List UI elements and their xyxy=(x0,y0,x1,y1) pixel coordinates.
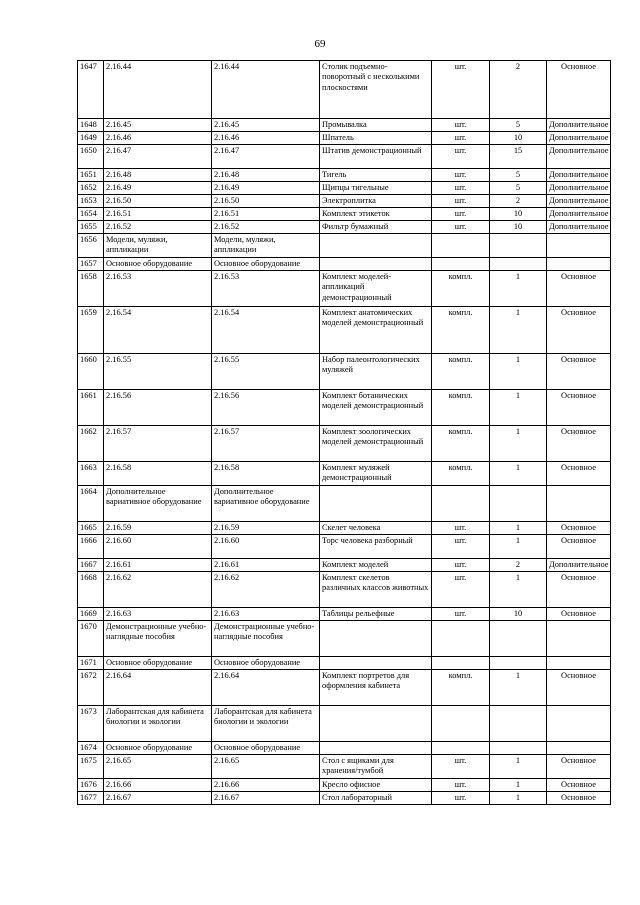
row-number-cell: 1658 xyxy=(78,271,104,307)
code2-cell: 2.16.56 xyxy=(212,390,320,426)
unit-cell: шт. xyxy=(432,755,490,779)
code-cell: 2.16.66 xyxy=(104,779,212,792)
type-cell: Дополнительное xyxy=(547,169,611,182)
quantity-cell xyxy=(490,742,547,755)
table-row xyxy=(78,670,611,706)
code2-cell: Основное оборудование xyxy=(212,657,320,670)
quantity-cell: 1 xyxy=(490,535,547,559)
quantity-cell: 1 xyxy=(490,462,547,486)
type-cell: Дополнительное xyxy=(547,195,611,208)
code2-cell: 2.16.47 xyxy=(212,145,320,169)
code2-cell: 2.16.55 xyxy=(212,354,320,390)
table-row xyxy=(78,169,611,182)
unit-cell: компл. xyxy=(432,426,490,462)
table-row xyxy=(78,132,611,145)
type-cell xyxy=(547,621,611,657)
name-cell: Торс человека разборный xyxy=(320,535,432,559)
code2-cell: 2.16.46 xyxy=(212,132,320,145)
name-cell: Щипцы тигельные xyxy=(320,182,432,195)
name-cell: Комплект муляжей демонстрационный xyxy=(320,462,432,486)
type-cell: Дополнительное xyxy=(547,119,611,132)
table-row xyxy=(78,234,611,258)
code2-cell: 2.16.60 xyxy=(212,535,320,559)
code-cell: Модели, муляжи, аппликации xyxy=(104,234,212,258)
unit-cell: шт. xyxy=(432,132,490,145)
code-cell: 2.16.64 xyxy=(104,670,212,706)
type-cell: Основное xyxy=(547,779,611,792)
code-cell: 2.16.54 xyxy=(104,307,212,354)
quantity-cell xyxy=(490,258,547,271)
row-number-cell: 1654 xyxy=(78,208,104,221)
row-number-cell: 1676 xyxy=(78,779,104,792)
code2-cell: 2.16.64 xyxy=(212,670,320,706)
type-cell xyxy=(547,234,611,258)
table-row xyxy=(78,755,611,779)
code2-cell: 2.16.57 xyxy=(212,426,320,462)
type-cell xyxy=(547,486,611,522)
table-row xyxy=(78,742,611,755)
row-number-cell: 1677 xyxy=(78,792,104,805)
code-cell: 2.16.59 xyxy=(104,522,212,535)
unit-cell xyxy=(432,657,490,670)
name-cell: Столик подъемно-поворотный с несколькими плоскостями xyxy=(320,61,432,119)
quantity-cell: 1 xyxy=(490,390,547,426)
table-row xyxy=(78,572,611,608)
row-number-cell: 1650 xyxy=(78,145,104,169)
table-row xyxy=(78,61,611,119)
quantity-cell: 10 xyxy=(490,221,547,234)
quantity-cell: 1 xyxy=(490,307,547,354)
row-number-cell: 1665 xyxy=(78,522,104,535)
name-cell xyxy=(320,742,432,755)
code-cell: 2.16.45 xyxy=(104,119,212,132)
row-number-cell: 1674 xyxy=(78,742,104,755)
unit-cell: шт. xyxy=(432,522,490,535)
code2-cell: 2.16.49 xyxy=(212,182,320,195)
table-row xyxy=(78,657,611,670)
unit-cell: шт. xyxy=(432,119,490,132)
code2-cell: 2.16.58 xyxy=(212,462,320,486)
quantity-cell: 1 xyxy=(490,522,547,535)
type-cell: Дополнительное xyxy=(547,208,611,221)
unit-cell: шт. xyxy=(432,559,490,572)
code-cell: 2.16.63 xyxy=(104,608,212,621)
name-cell: Набор палеонтологических муляжей xyxy=(320,354,432,390)
table-row xyxy=(78,621,611,657)
name-cell xyxy=(320,706,432,742)
unit-cell: шт. xyxy=(432,779,490,792)
row-number-cell: 1664 xyxy=(78,486,104,522)
row-number-cell: 1651 xyxy=(78,169,104,182)
quantity-cell: 1 xyxy=(490,792,547,805)
type-cell: Основное xyxy=(547,390,611,426)
table-row xyxy=(78,390,611,426)
row-number-cell: 1652 xyxy=(78,182,104,195)
row-number-cell: 1672 xyxy=(78,670,104,706)
unit-cell: компл. xyxy=(432,462,490,486)
name-cell: Комплект моделей xyxy=(320,559,432,572)
row-number-cell: 1666 xyxy=(78,535,104,559)
row-number-cell: 1663 xyxy=(78,462,104,486)
code-cell: 2.16.61 xyxy=(104,559,212,572)
row-number-cell: 1655 xyxy=(78,221,104,234)
code2-cell: 2.16.65 xyxy=(212,755,320,779)
type-cell: Дополнительное xyxy=(547,221,611,234)
quantity-cell: 5 xyxy=(490,182,547,195)
unit-cell: шт. xyxy=(432,792,490,805)
row-number-cell: 1661 xyxy=(78,390,104,426)
quantity-cell: 1 xyxy=(490,572,547,608)
unit-cell: шт. xyxy=(432,572,490,608)
equipment-table xyxy=(77,60,611,805)
unit-cell: шт. xyxy=(432,608,490,621)
quantity-cell xyxy=(490,621,547,657)
row-number-cell: 1662 xyxy=(78,426,104,462)
name-cell xyxy=(320,258,432,271)
code-cell: 2.16.50 xyxy=(104,195,212,208)
unit-cell: компл. xyxy=(432,390,490,426)
row-number-cell: 1656 xyxy=(78,234,104,258)
unit-cell: компл. xyxy=(432,670,490,706)
name-cell: Комплект ботанических моделей демонстрационный xyxy=(320,390,432,426)
type-cell xyxy=(547,706,611,742)
table-row xyxy=(78,462,611,486)
page-number: 69 xyxy=(314,38,326,50)
table-row xyxy=(78,195,611,208)
code2-cell: 2.16.44 xyxy=(212,61,320,119)
code2-cell: Дополнительное вариативное оборудование xyxy=(212,486,320,522)
table-row xyxy=(78,522,611,535)
table-row xyxy=(78,608,611,621)
name-cell: Тигель xyxy=(320,169,432,182)
code-cell: Демонстрационные учебно-наглядные пособия xyxy=(104,621,212,657)
code-cell: 2.16.47 xyxy=(104,145,212,169)
quantity-cell: 1 xyxy=(490,670,547,706)
unit-cell xyxy=(432,706,490,742)
table-row xyxy=(78,307,611,354)
name-cell: Комплект зоологических моделей демонстрационный xyxy=(320,426,432,462)
name-cell: Кресло офисное xyxy=(320,779,432,792)
code2-cell: 2.16.48 xyxy=(212,169,320,182)
unit-cell xyxy=(432,742,490,755)
quantity-cell: 2 xyxy=(490,61,547,119)
row-number-cell: 1649 xyxy=(78,132,104,145)
code2-cell: 2.16.61 xyxy=(212,559,320,572)
unit-cell: шт. xyxy=(432,169,490,182)
name-cell: Комплект анатомических моделей демонстрационный xyxy=(320,307,432,354)
type-cell xyxy=(547,258,611,271)
type-cell: Основное xyxy=(547,535,611,559)
table-row xyxy=(78,182,611,195)
row-number-cell: 1657 xyxy=(78,258,104,271)
unit-cell xyxy=(432,621,490,657)
name-cell: Штатив демонстрационный xyxy=(320,145,432,169)
type-cell: Основное xyxy=(547,608,611,621)
code-cell: 2.16.65 xyxy=(104,755,212,779)
type-cell: Основное xyxy=(547,670,611,706)
table-row xyxy=(78,535,611,559)
code2-cell: 2.16.45 xyxy=(212,119,320,132)
unit-cell: шт. xyxy=(432,195,490,208)
code-cell: 2.16.56 xyxy=(104,390,212,426)
code-cell: 2.16.48 xyxy=(104,169,212,182)
name-cell: Промывалка xyxy=(320,119,432,132)
type-cell: Основное xyxy=(547,426,611,462)
code-cell: 2.16.67 xyxy=(104,792,212,805)
unit-cell: компл. xyxy=(432,354,490,390)
row-number-cell: 1648 xyxy=(78,119,104,132)
quantity-cell: 1 xyxy=(490,779,547,792)
type-cell: Основное xyxy=(547,792,611,805)
name-cell: Комплект моделей-аппликаций демонстрационный xyxy=(320,271,432,307)
type-cell: Дополнительное xyxy=(547,559,611,572)
code2-cell: Модели, муляжи, аппликации xyxy=(212,234,320,258)
quantity-cell: 2 xyxy=(490,559,547,572)
name-cell: Комплект скелетов различных классов животных xyxy=(320,572,432,608)
table-row xyxy=(78,208,611,221)
name-cell xyxy=(320,234,432,258)
name-cell: Электроплитка xyxy=(320,195,432,208)
unit-cell xyxy=(432,486,490,522)
name-cell: Шпатель xyxy=(320,132,432,145)
type-cell xyxy=(547,742,611,755)
name-cell xyxy=(320,486,432,522)
row-number-cell: 1653 xyxy=(78,195,104,208)
code2-cell: 2.16.54 xyxy=(212,307,320,354)
code-cell: Дополнительное вариативное оборудование xyxy=(104,486,212,522)
row-number-cell: 1659 xyxy=(78,307,104,354)
code-cell: Основное оборудование xyxy=(104,742,212,755)
code-cell: 2.16.51 xyxy=(104,208,212,221)
quantity-cell xyxy=(490,657,547,670)
row-number-cell: 1647 xyxy=(78,61,104,119)
name-cell: Фильтр бумажный xyxy=(320,221,432,234)
quantity-cell: 5 xyxy=(490,169,547,182)
code2-cell: 2.16.59 xyxy=(212,522,320,535)
name-cell xyxy=(320,621,432,657)
code-cell: 2.16.57 xyxy=(104,426,212,462)
quantity-cell: 1 xyxy=(490,426,547,462)
code2-cell: 2.16.51 xyxy=(212,208,320,221)
quantity-cell: 2 xyxy=(490,195,547,208)
quantity-cell xyxy=(490,234,547,258)
table-row xyxy=(78,119,611,132)
row-number-cell: 1660 xyxy=(78,354,104,390)
unit-cell: компл. xyxy=(432,271,490,307)
code-cell: Основное оборудование xyxy=(104,258,212,271)
unit-cell: шт. xyxy=(432,182,490,195)
row-number-cell: 1670 xyxy=(78,621,104,657)
code-cell: Основное оборудование xyxy=(104,657,212,670)
code-cell: Лаборантская для кабинета биологии и экологии xyxy=(104,706,212,742)
unit-cell: компл. xyxy=(432,307,490,354)
row-number-cell: 1668 xyxy=(78,572,104,608)
unit-cell xyxy=(432,258,490,271)
type-cell: Основное xyxy=(547,307,611,354)
type-cell: Основное xyxy=(547,755,611,779)
table-row xyxy=(78,426,611,462)
equipment-table-body xyxy=(78,61,611,805)
unit-cell: шт. xyxy=(432,221,490,234)
unit-cell xyxy=(432,234,490,258)
row-number-cell: 1673 xyxy=(78,706,104,742)
table-row xyxy=(78,486,611,522)
quantity-cell: 5 xyxy=(490,119,547,132)
type-cell: Основное xyxy=(547,61,611,119)
code-cell: 2.16.58 xyxy=(104,462,212,486)
row-number-cell: 1675 xyxy=(78,755,104,779)
type-cell: Дополнительное xyxy=(547,145,611,169)
code2-cell: Демонстрационные учебно-наглядные пособия xyxy=(212,621,320,657)
name-cell: Комплект этикеток xyxy=(320,208,432,221)
table-row xyxy=(78,706,611,742)
quantity-cell: 1 xyxy=(490,271,547,307)
quantity-cell: 10 xyxy=(490,208,547,221)
type-cell: Дополнительное xyxy=(547,182,611,195)
code2-cell: Основное оборудование xyxy=(212,742,320,755)
quantity-cell: 1 xyxy=(490,354,547,390)
type-cell: Основное xyxy=(547,462,611,486)
table-row xyxy=(78,779,611,792)
quantity-cell xyxy=(490,486,547,522)
type-cell: Основное xyxy=(547,271,611,307)
code-cell: 2.16.53 xyxy=(104,271,212,307)
type-cell xyxy=(547,657,611,670)
name-cell: Стол с ящиками для хранения/тумбой xyxy=(320,755,432,779)
table-row xyxy=(78,354,611,390)
unit-cell: шт. xyxy=(432,61,490,119)
type-cell: Основное xyxy=(547,354,611,390)
table-row xyxy=(78,559,611,572)
unit-cell: шт. xyxy=(432,145,490,169)
code-cell: 2.16.49 xyxy=(104,182,212,195)
name-cell: Комплект портретов для оформления кабинета xyxy=(320,670,432,706)
quantity-cell: 15 xyxy=(490,145,547,169)
type-cell: Дополнительное xyxy=(547,132,611,145)
code2-cell: Основное оборудование xyxy=(212,258,320,271)
name-cell xyxy=(320,657,432,670)
code2-cell: 2.16.63 xyxy=(212,608,320,621)
code-cell: 2.16.46 xyxy=(104,132,212,145)
quantity-cell xyxy=(490,706,547,742)
code-cell: 2.16.55 xyxy=(104,354,212,390)
quantity-cell: 10 xyxy=(490,132,547,145)
code-cell: 2.16.44 xyxy=(104,61,212,119)
table-row xyxy=(78,792,611,805)
type-cell: Основное xyxy=(547,522,611,535)
row-number-cell: 1669 xyxy=(78,608,104,621)
type-cell: Основное xyxy=(547,572,611,608)
code2-cell: 2.16.52 xyxy=(212,221,320,234)
code2-cell: 2.16.53 xyxy=(212,271,320,307)
name-cell: Скелет человека xyxy=(320,522,432,535)
name-cell: Таблицы рельефные xyxy=(320,608,432,621)
code-cell: 2.16.52 xyxy=(104,221,212,234)
quantity-cell: 1 xyxy=(490,755,547,779)
code-cell: 2.16.60 xyxy=(104,535,212,559)
table-row xyxy=(78,221,611,234)
row-number-cell: 1671 xyxy=(78,657,104,670)
quantity-cell: 10 xyxy=(490,608,547,621)
code2-cell: 2.16.50 xyxy=(212,195,320,208)
code2-cell: 2.16.66 xyxy=(212,779,320,792)
code2-cell: Лаборантская для кабинета биологии и экологии xyxy=(212,706,320,742)
table-row xyxy=(78,258,611,271)
code2-cell: 2.16.62 xyxy=(212,572,320,608)
table-row xyxy=(78,271,611,307)
table-row xyxy=(78,145,611,169)
code2-cell: 2.16.67 xyxy=(212,792,320,805)
unit-cell: шт. xyxy=(432,208,490,221)
name-cell: Стол лабораторный xyxy=(320,792,432,805)
code-cell: 2.16.62 xyxy=(104,572,212,608)
row-number-cell: 1667 xyxy=(78,559,104,572)
unit-cell: шт. xyxy=(432,535,490,559)
